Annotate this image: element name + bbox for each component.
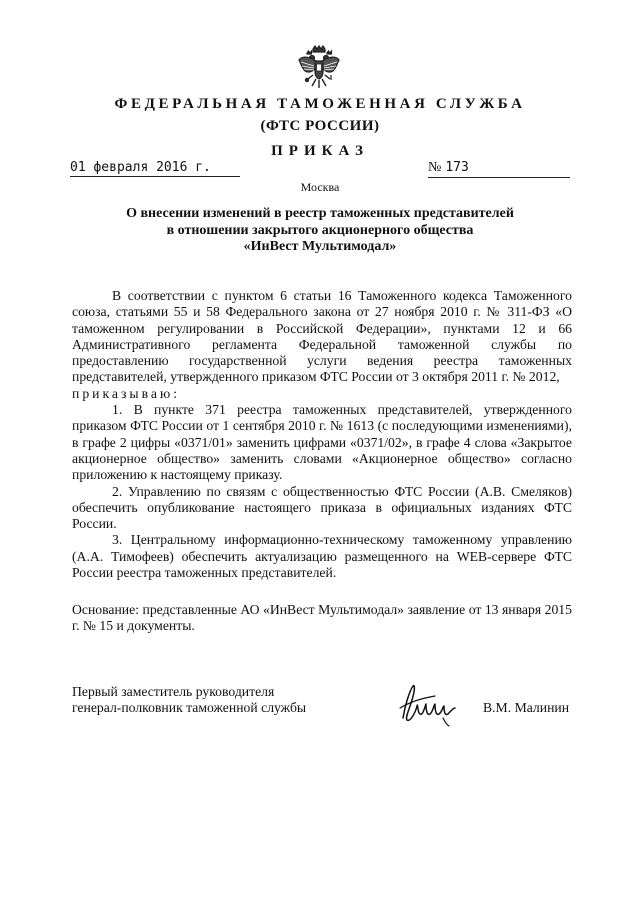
order-item-2: 2. Управлению по связям с общественностью ФТС России (А.В. Смеляков) обеспечить опубликование настоящего приказа в официальных изданиях ФТС России. (72, 483, 572, 532)
order-word: приказываю: (72, 385, 181, 401)
title-line-1: О внесении изменений в реестр таможенных представителей (126, 206, 514, 221)
number-label: № (428, 160, 442, 175)
document-number: 173 (445, 160, 469, 175)
coat-of-arms-icon (296, 44, 342, 90)
document-body (72, 288, 572, 581)
agency-short-name: (ФТС РОССИИ) (260, 118, 380, 134)
signer-position (72, 684, 362, 716)
signer-position-line-1: Первый заместитель руководителя (72, 684, 275, 699)
basis-paragraph: Основание: представленные АО «ИнВест Мультимодал» заявление от 13 января 2015 г. № 15 и документы. (72, 602, 572, 634)
document-type: ПРИКАЗ (271, 143, 369, 159)
order-item-1: 1. В пункте 371 реестра таможенных представителей, утвержденного приказом ФТС России от 1 сентября 2010 г. № 1613 (с последующими изменениями), в графе 2 цифры «0371/01» заменить цифрами «0371/02», в графе 4 слова «Закрытое акционерное общество» заменить словами «Акционерное общество» согласно приложению к настоящему приказу. (72, 402, 572, 483)
document-title (100, 206, 540, 256)
order-item-3: 3. Центральному информационно-техническому таможенному управлению (А.А. Тимофеев) обеспечить актуализацию размещенного на WEB-сервере ФТС России реестра таможенных представителей. (72, 532, 572, 581)
handwritten-signature-icon (395, 678, 465, 728)
document-number-field (428, 160, 570, 178)
agency-name: ФЕДЕРАЛЬНАЯ ТАМОЖЕННАЯ СЛУЖБА (114, 96, 526, 112)
title-line-2: в отношении закрытого акционерного общества (166, 222, 474, 238)
signer-name: В.М. Малинин (483, 700, 570, 715)
preamble-paragraph: В соответствии с пунктом 6 статьи 16 Таможенного кодекса Таможенного союза, статьями 55 и 58 Федерального закона от 27 ноября 2010 г. № 311-ФЗ «О таможенном регулировании в Российской Федерации», пунктами 12 и 66 Административного регламента Федеральной таможенной службы по предоставлению государственной услуги ведения реестра таможенных представителей, утвержденного приказом ФТС России от 3 октября 2011 г. № 2012, (72, 288, 572, 385)
document-date: 01 февраля 2016 г. (70, 160, 240, 177)
title-line-3: «ИнВест Мультимодал» (243, 239, 397, 254)
signer-position-line-2: генерал-полковник таможенной службы (72, 700, 307, 715)
document-city: Москва (300, 180, 340, 194)
